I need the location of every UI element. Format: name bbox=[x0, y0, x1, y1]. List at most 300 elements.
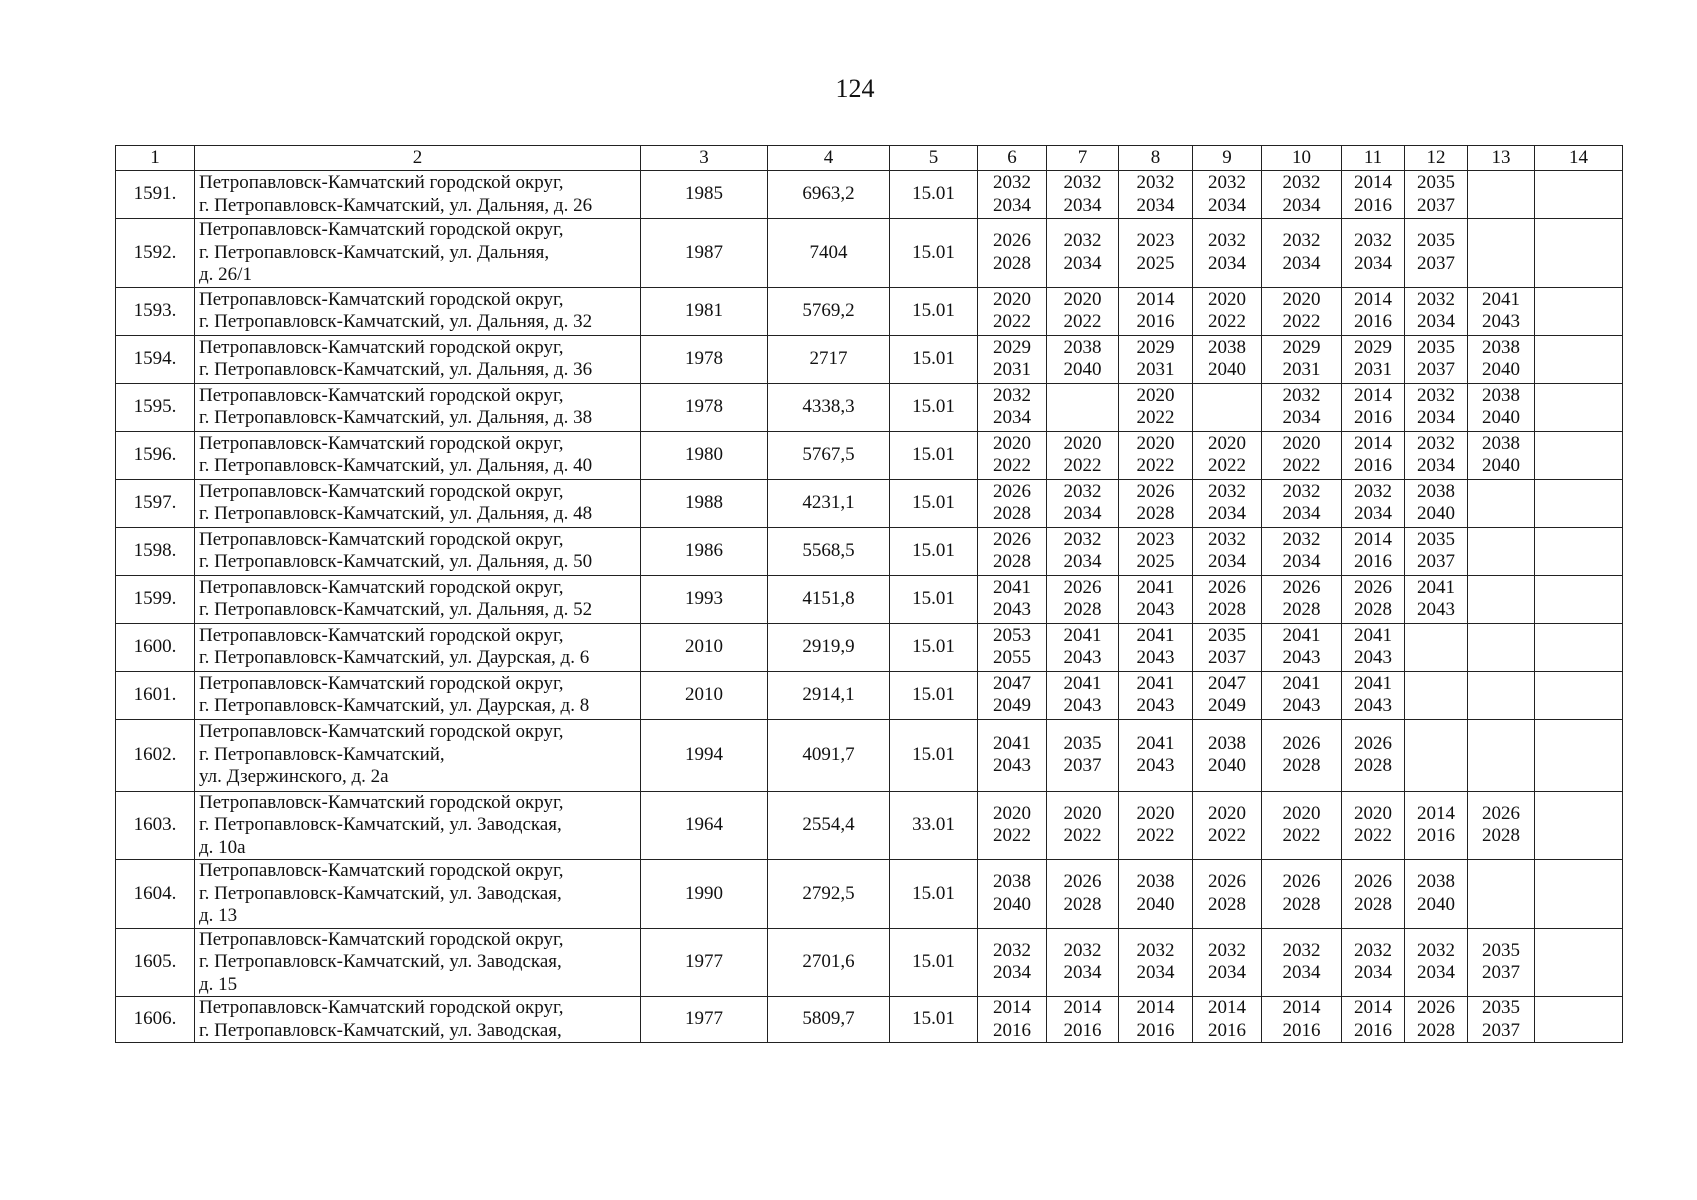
period-start-year: 2014 bbox=[1354, 997, 1392, 1018]
repair-period-cell bbox=[1342, 335, 1405, 383]
commissioning-year: 2010 bbox=[641, 671, 768, 719]
period-start-year: 2032 bbox=[1063, 480, 1102, 502]
period-start-year: 2032 bbox=[1282, 939, 1321, 961]
repair-period-cell bbox=[978, 791, 1047, 860]
repair-period-cell bbox=[1047, 287, 1119, 335]
period-end-year: 2031 bbox=[993, 359, 1031, 380]
repair-period-cell bbox=[1193, 479, 1262, 527]
period-end-year: 2016 bbox=[1136, 1019, 1175, 1041]
repair-period-cell bbox=[1468, 335, 1535, 383]
period-start-year: 2041 bbox=[1282, 672, 1321, 694]
repair-period-cell bbox=[1535, 719, 1623, 791]
repair-period-cell bbox=[1262, 575, 1342, 623]
repair-period-cell bbox=[1535, 479, 1623, 527]
repair-period-cell bbox=[1193, 719, 1262, 791]
period-start-year: 2032 bbox=[1282, 528, 1321, 550]
region-code: 15.01 bbox=[890, 575, 978, 623]
repair-period-cell bbox=[978, 479, 1047, 527]
repair-period-cell bbox=[1405, 287, 1468, 335]
repair-period-cell bbox=[978, 335, 1047, 383]
repair-period-cell bbox=[1405, 383, 1468, 431]
row-number: 1605. bbox=[116, 928, 195, 997]
period-end-year: 2034 bbox=[1063, 962, 1102, 984]
period-start-year: 2026 bbox=[1136, 480, 1175, 502]
repair-period-cell bbox=[1468, 527, 1535, 575]
period-start-year: 2038 bbox=[1482, 384, 1520, 406]
repair-period-cell bbox=[1047, 623, 1119, 671]
period-end-year: 2043 bbox=[1063, 647, 1102, 668]
period-end-year: 2043 bbox=[1136, 647, 1175, 668]
period-end-year: 2043 bbox=[1282, 647, 1321, 668]
repair-period-cell bbox=[1535, 623, 1623, 671]
repair-period-cell bbox=[1262, 860, 1342, 929]
address-cell bbox=[195, 335, 641, 383]
repair-period-cell bbox=[1193, 171, 1262, 219]
repair-period-cell bbox=[1262, 219, 1342, 288]
row-number: 1606. bbox=[116, 997, 195, 1043]
address-line: г. Петропавловск-Камчатский, ул. Даурская, д. 8 bbox=[199, 695, 590, 716]
period-end-year: 2034 bbox=[1063, 503, 1102, 524]
repair-period-cell bbox=[1047, 671, 1119, 719]
period-start-year: 2020 bbox=[1136, 802, 1175, 824]
repair-period-cell bbox=[1468, 219, 1535, 288]
period-end-year: 2022 bbox=[1136, 455, 1175, 476]
repair-period-cell bbox=[1535, 287, 1623, 335]
repair-period-cell bbox=[1047, 383, 1119, 431]
region-code: 15.01 bbox=[890, 219, 978, 288]
period-end-year: 2034 bbox=[1354, 252, 1392, 274]
period-end-year: 2025 bbox=[1136, 252, 1175, 274]
column-number-header: 13 bbox=[1468, 146, 1535, 171]
row-number: 1602. bbox=[116, 719, 195, 791]
period-end-year: 2022 bbox=[1354, 825, 1392, 847]
period-end-year: 2016 bbox=[1063, 1019, 1102, 1041]
period-start-year: 2032 bbox=[993, 939, 1031, 961]
repair-period-cell bbox=[1119, 997, 1193, 1043]
repair-period-cell bbox=[1193, 575, 1262, 623]
period-end-year: 2040 bbox=[1417, 503, 1455, 524]
page-number: 124 bbox=[835, 74, 875, 103]
repair-period-cell bbox=[978, 431, 1047, 479]
period-start-year: 2020 bbox=[1208, 288, 1246, 310]
period-end-year: 2022 bbox=[1063, 455, 1102, 476]
total-area: 5568,5 bbox=[768, 527, 890, 575]
period-end-year: 2034 bbox=[1282, 551, 1321, 572]
repair-period-cell bbox=[1342, 860, 1405, 929]
commissioning-year: 1978 bbox=[641, 335, 768, 383]
repair-period-cell bbox=[1262, 623, 1342, 671]
period-start-year: 2020 bbox=[1063, 802, 1102, 824]
row-number: 1592. bbox=[116, 219, 195, 288]
repair-period-cell bbox=[1535, 575, 1623, 623]
repair-period-cell bbox=[1047, 860, 1119, 929]
period-start-year: 2020 bbox=[1354, 802, 1392, 824]
address-line: г. Петропавловск-Камчатский, ул. Заводская, bbox=[199, 951, 562, 972]
period-start-year: 2026 bbox=[1063, 871, 1102, 893]
period-start-year: 2026 bbox=[1482, 802, 1520, 824]
period-end-year: 2028 bbox=[1208, 599, 1246, 620]
period-end-year: 2016 bbox=[1354, 455, 1392, 476]
period-start-year: 2038 bbox=[1417, 871, 1455, 893]
period-start-year: 2047 bbox=[993, 672, 1031, 694]
period-start-year: 2041 bbox=[1063, 624, 1102, 646]
region-code: 15.01 bbox=[890, 719, 978, 791]
repair-period-cell bbox=[978, 719, 1047, 791]
address-cell bbox=[195, 791, 641, 860]
repair-period-cell bbox=[1262, 431, 1342, 479]
period-end-year: 2040 bbox=[1482, 455, 1520, 476]
address-line: г. Петропавловск-Камчатский, ул. Дальняя, д. 48 bbox=[199, 503, 593, 524]
period-end-year: 2034 bbox=[1417, 407, 1455, 428]
period-end-year: 2043 bbox=[993, 755, 1031, 776]
period-start-year: 2032 bbox=[1417, 384, 1455, 406]
period-end-year: 2043 bbox=[1136, 695, 1175, 716]
period-start-year: 2020 bbox=[993, 432, 1031, 454]
column-number-header: 9 bbox=[1193, 146, 1262, 171]
repair-period-cell bbox=[1193, 287, 1262, 335]
period-start-year: 2020 bbox=[1208, 432, 1246, 454]
period-end-year: 2028 bbox=[1354, 599, 1392, 620]
repair-period-cell bbox=[1262, 383, 1342, 431]
column-number-header: 10 bbox=[1262, 146, 1342, 171]
period-start-year: 2026 bbox=[993, 480, 1031, 502]
address-line: Петропавловск-Камчатский городской округ, bbox=[199, 480, 564, 502]
period-start-year: 2026 bbox=[1208, 576, 1246, 598]
address-cell bbox=[195, 219, 641, 288]
period-end-year: 2040 bbox=[1208, 359, 1246, 380]
period-start-year: 2032 bbox=[1063, 230, 1102, 252]
period-end-year: 2028 bbox=[1282, 893, 1321, 915]
row-number: 1596. bbox=[116, 431, 195, 479]
period-end-year: 2043 bbox=[993, 599, 1031, 620]
repair-period-cell bbox=[1342, 383, 1405, 431]
period-end-year: 2028 bbox=[1136, 503, 1175, 524]
period-start-year: 2014 bbox=[1354, 528, 1392, 550]
repair-period-cell bbox=[978, 860, 1047, 929]
column-number-header: 8 bbox=[1119, 146, 1193, 171]
period-start-year: 2026 bbox=[1282, 871, 1321, 893]
period-end-year: 2016 bbox=[1354, 551, 1392, 572]
period-start-year: 2020 bbox=[1136, 384, 1175, 406]
address-line: г. Петропавловск-Камчатский, ул. Дальняя, д. 52 bbox=[199, 599, 593, 620]
period-start-year: 2032 bbox=[1417, 939, 1455, 961]
repair-period-cell bbox=[1405, 791, 1468, 860]
repair-period-cell bbox=[1468, 623, 1535, 671]
period-end-year: 2028 bbox=[993, 252, 1031, 274]
column-number-header: 5 bbox=[890, 146, 978, 171]
period-start-year: 2032 bbox=[1136, 939, 1175, 961]
period-start-year: 2032 bbox=[1417, 288, 1455, 310]
address-line: д. 13 bbox=[199, 905, 238, 926]
repair-period-cell bbox=[1193, 928, 1262, 997]
period-end-year: 2016 bbox=[1282, 1019, 1321, 1041]
repair-period-cell bbox=[1535, 383, 1623, 431]
repair-period-cell bbox=[1405, 575, 1468, 623]
address-line: г. Петропавловск-Камчатский, ул. Заводская, bbox=[199, 882, 562, 904]
period-end-year: 2040 bbox=[1417, 893, 1455, 915]
period-end-year: 2028 bbox=[1354, 893, 1392, 915]
address-line: Петропавловск-Камчатский городской округ, bbox=[199, 528, 564, 550]
table-row bbox=[116, 671, 1623, 719]
address-cell bbox=[195, 719, 641, 791]
period-end-year: 2034 bbox=[1063, 194, 1102, 216]
address-cell bbox=[195, 383, 641, 431]
address-line: Петропавловск-Камчатский городской округ, bbox=[199, 624, 564, 646]
period-end-year: 2037 bbox=[1417, 359, 1455, 380]
repair-period-cell bbox=[1535, 791, 1623, 860]
table-row bbox=[116, 997, 1623, 1043]
period-start-year: 2038 bbox=[993, 871, 1031, 893]
repair-period-cell bbox=[1193, 671, 1262, 719]
address-line: д. 26/1 bbox=[199, 264, 252, 285]
repair-period-cell bbox=[1193, 997, 1262, 1043]
period-start-year: 2026 bbox=[993, 528, 1031, 550]
repair-period-cell bbox=[1535, 219, 1623, 288]
table-row bbox=[116, 431, 1623, 479]
repair-period-cell bbox=[1405, 431, 1468, 479]
row-number: 1597. bbox=[116, 479, 195, 527]
period-start-year: 2032 bbox=[1417, 432, 1455, 454]
period-end-year: 2034 bbox=[1282, 503, 1321, 524]
repair-period-cell bbox=[1193, 860, 1262, 929]
period-end-year: 2028 bbox=[1417, 1019, 1455, 1041]
repair-period-cell bbox=[1262, 928, 1342, 997]
table-row bbox=[116, 575, 1623, 623]
period-start-year: 2032 bbox=[1282, 384, 1321, 406]
repair-period-cell bbox=[1468, 287, 1535, 335]
repair-period-cell bbox=[1405, 928, 1468, 997]
repair-period-cell bbox=[1342, 431, 1405, 479]
period-start-year: 2038 bbox=[1063, 336, 1102, 358]
commissioning-year: 1993 bbox=[641, 575, 768, 623]
period-end-year: 2034 bbox=[993, 407, 1031, 428]
period-end-year: 2034 bbox=[1354, 962, 1392, 984]
region-code: 15.01 bbox=[890, 383, 978, 431]
total-area: 5767,5 bbox=[768, 431, 890, 479]
period-start-year: 2032 bbox=[1208, 172, 1246, 193]
period-start-year: 2014 bbox=[1208, 997, 1246, 1018]
address-line: Петропавловск-Камчатский городской округ, bbox=[199, 384, 564, 406]
period-start-year: 2029 bbox=[1282, 336, 1321, 358]
repair-period-cell bbox=[1535, 671, 1623, 719]
period-end-year: 2016 bbox=[1208, 1019, 1246, 1041]
period-start-year: 2035 bbox=[1208, 624, 1246, 646]
period-end-year: 2034 bbox=[1282, 407, 1321, 428]
period-start-year: 2035 bbox=[1482, 939, 1520, 961]
period-start-year: 2032 bbox=[993, 384, 1031, 406]
period-start-year: 2032 bbox=[1063, 939, 1102, 961]
repair-period-cell bbox=[1342, 997, 1405, 1043]
period-end-year: 2034 bbox=[1417, 962, 1455, 984]
period-start-year: 2032 bbox=[1354, 939, 1392, 961]
commissioning-year: 1978 bbox=[641, 383, 768, 431]
commissioning-year: 1964 bbox=[641, 791, 768, 860]
period-end-year: 2022 bbox=[993, 311, 1031, 332]
total-area: 2701,6 bbox=[768, 928, 890, 997]
address-cell bbox=[195, 431, 641, 479]
address-cell bbox=[195, 671, 641, 719]
repair-period-cell bbox=[1468, 575, 1535, 623]
address-line: Петропавловск-Камчатский городской округ, bbox=[199, 432, 564, 454]
period-start-year: 2032 bbox=[1282, 172, 1321, 193]
period-end-year: 2034 bbox=[993, 194, 1031, 216]
address-line: Петропавловск-Камчатский городской округ, bbox=[199, 791, 564, 813]
repair-period-cell bbox=[1405, 219, 1468, 288]
repair-period-cell bbox=[978, 287, 1047, 335]
period-start-year: 2029 bbox=[993, 336, 1031, 358]
repair-period-cell bbox=[1535, 860, 1623, 929]
total-area: 5809,7 bbox=[768, 997, 890, 1043]
period-end-year: 2016 bbox=[1417, 825, 1455, 847]
repair-period-cell bbox=[1468, 671, 1535, 719]
period-end-year: 2037 bbox=[1482, 1019, 1520, 1041]
commissioning-year: 1981 bbox=[641, 287, 768, 335]
region-code: 15.01 bbox=[890, 623, 978, 671]
period-end-year: 2037 bbox=[1063, 755, 1102, 776]
period-end-year: 2034 bbox=[1136, 962, 1175, 984]
total-area: 4091,7 bbox=[768, 719, 890, 791]
period-end-year: 2040 bbox=[1063, 359, 1102, 380]
row-number: 1603. bbox=[116, 791, 195, 860]
period-end-year: 2037 bbox=[1208, 647, 1246, 668]
period-start-year: 2038 bbox=[1482, 336, 1520, 358]
period-start-year: 2020 bbox=[1063, 288, 1102, 310]
repair-period-cell bbox=[1119, 575, 1193, 623]
period-end-year: 2043 bbox=[1282, 695, 1321, 716]
period-end-year: 2031 bbox=[1136, 359, 1175, 380]
column-number-header: 14 bbox=[1535, 146, 1623, 171]
address-line: Петропавловск-Камчатский городской округ, bbox=[199, 172, 564, 193]
address-line: г. Петропавловск-Камчатский, ул. Дальняя, д. 38 bbox=[199, 407, 593, 428]
period-start-year: 2041 bbox=[1136, 732, 1175, 754]
repair-period-cell bbox=[978, 383, 1047, 431]
repair-period-cell bbox=[1342, 575, 1405, 623]
total-area: 5769,2 bbox=[768, 287, 890, 335]
repair-period-cell bbox=[978, 219, 1047, 288]
period-start-year: 2041 bbox=[1136, 624, 1175, 646]
address-line: Петропавловск-Камчатский городской округ, bbox=[199, 928, 564, 950]
region-code: 15.01 bbox=[890, 431, 978, 479]
commissioning-year: 1986 bbox=[641, 527, 768, 575]
period-end-year: 2034 bbox=[1208, 252, 1246, 274]
repair-period-cell bbox=[1405, 719, 1468, 791]
period-end-year: 2049 bbox=[1208, 695, 1246, 716]
period-end-year: 2031 bbox=[1354, 359, 1392, 380]
address-line: Петропавловск-Камчатский городской округ, bbox=[199, 860, 564, 881]
table-row bbox=[116, 860, 1623, 929]
repair-period-cell bbox=[1535, 928, 1623, 997]
column-number-header: 12 bbox=[1405, 146, 1468, 171]
table-row bbox=[116, 928, 1623, 997]
period-end-year: 2034 bbox=[993, 962, 1031, 984]
repair-period-cell bbox=[1047, 928, 1119, 997]
address-line: г. Петропавловск-Камчатский, ул. Дальняя, д. 36 bbox=[199, 359, 593, 380]
repair-period-cell bbox=[1468, 791, 1535, 860]
column-number-header: 2 bbox=[195, 146, 641, 171]
total-area: 2914,1 bbox=[768, 671, 890, 719]
period-start-year: 2014 bbox=[1136, 288, 1175, 310]
repair-period-cell bbox=[1262, 719, 1342, 791]
period-start-year: 2041 bbox=[1282, 624, 1321, 646]
address-cell bbox=[195, 479, 641, 527]
period-start-year: 2032 bbox=[1208, 939, 1246, 961]
period-start-year: 2032 bbox=[1136, 172, 1175, 193]
period-end-year: 2016 bbox=[1354, 311, 1392, 332]
period-end-year: 2043 bbox=[1354, 647, 1392, 668]
repair-period-cell bbox=[1535, 335, 1623, 383]
repair-period-cell bbox=[1342, 791, 1405, 860]
total-area: 2717 bbox=[768, 335, 890, 383]
repair-period-cell bbox=[978, 671, 1047, 719]
period-start-year: 2032 bbox=[1354, 230, 1392, 252]
period-start-year: 2035 bbox=[1417, 230, 1455, 252]
period-start-year: 2038 bbox=[1482, 432, 1520, 454]
repair-period-cell bbox=[1342, 928, 1405, 997]
row-number: 1598. bbox=[116, 527, 195, 575]
period-end-year: 2043 bbox=[1136, 755, 1175, 776]
period-start-year: 2020 bbox=[1063, 432, 1102, 454]
region-code: 15.01 bbox=[890, 997, 978, 1043]
period-start-year: 2026 bbox=[1354, 576, 1392, 598]
period-start-year: 2014 bbox=[1354, 172, 1392, 193]
period-start-year: 2035 bbox=[1417, 528, 1455, 550]
period-end-year: 2022 bbox=[993, 825, 1031, 847]
repair-period-cell bbox=[978, 171, 1047, 219]
period-end-year: 2043 bbox=[1136, 599, 1175, 620]
repair-period-cell bbox=[1193, 791, 1262, 860]
period-start-year: 2038 bbox=[1136, 871, 1175, 893]
table-row bbox=[116, 719, 1623, 791]
total-area: 2554,4 bbox=[768, 791, 890, 860]
period-start-year: 2041 bbox=[1482, 288, 1520, 310]
period-end-year: 2034 bbox=[1282, 194, 1321, 216]
period-start-year: 2020 bbox=[993, 288, 1031, 310]
period-end-year: 2037 bbox=[1482, 962, 1520, 984]
period-end-year: 2034 bbox=[1282, 252, 1321, 274]
period-end-year: 2028 bbox=[993, 503, 1031, 524]
repair-period-cell bbox=[1047, 719, 1119, 791]
period-end-year: 2028 bbox=[993, 551, 1031, 572]
total-area: 2792,5 bbox=[768, 860, 890, 929]
repair-period-cell bbox=[1047, 431, 1119, 479]
address-line: д. 15 bbox=[199, 973, 238, 995]
period-start-year: 2014 bbox=[1136, 997, 1175, 1018]
period-end-year: 2034 bbox=[1063, 252, 1102, 274]
repair-period-cell bbox=[1119, 928, 1193, 997]
address-line: г. Петропавловск-Камчатский, ул. Дальняя, д. 40 bbox=[199, 455, 593, 476]
period-start-year: 2032 bbox=[1063, 172, 1102, 193]
commissioning-year: 1977 bbox=[641, 997, 768, 1043]
repair-period-cell bbox=[1405, 671, 1468, 719]
period-end-year: 2028 bbox=[1282, 599, 1321, 620]
repair-period-cell bbox=[1047, 335, 1119, 383]
address-cell bbox=[195, 287, 641, 335]
repair-period-cell bbox=[1119, 671, 1193, 719]
period-start-year: 2035 bbox=[1417, 172, 1455, 193]
repair-period-cell bbox=[1468, 860, 1535, 929]
period-start-year: 2026 bbox=[1354, 732, 1392, 754]
address-line: г. Петропавловск-Камчатский, bbox=[199, 743, 445, 765]
commissioning-year: 1985 bbox=[641, 171, 768, 219]
total-area: 4231,1 bbox=[768, 479, 890, 527]
period-start-year: 2014 bbox=[1417, 802, 1455, 824]
address-cell bbox=[195, 527, 641, 575]
period-start-year: 2026 bbox=[1282, 732, 1321, 754]
row-number: 1593. bbox=[116, 287, 195, 335]
address-line: г. Петропавловск-Камчатский, ул. Дальняя, bbox=[199, 241, 550, 263]
period-start-year: 2053 bbox=[993, 624, 1031, 646]
region-code: 15.01 bbox=[890, 171, 978, 219]
